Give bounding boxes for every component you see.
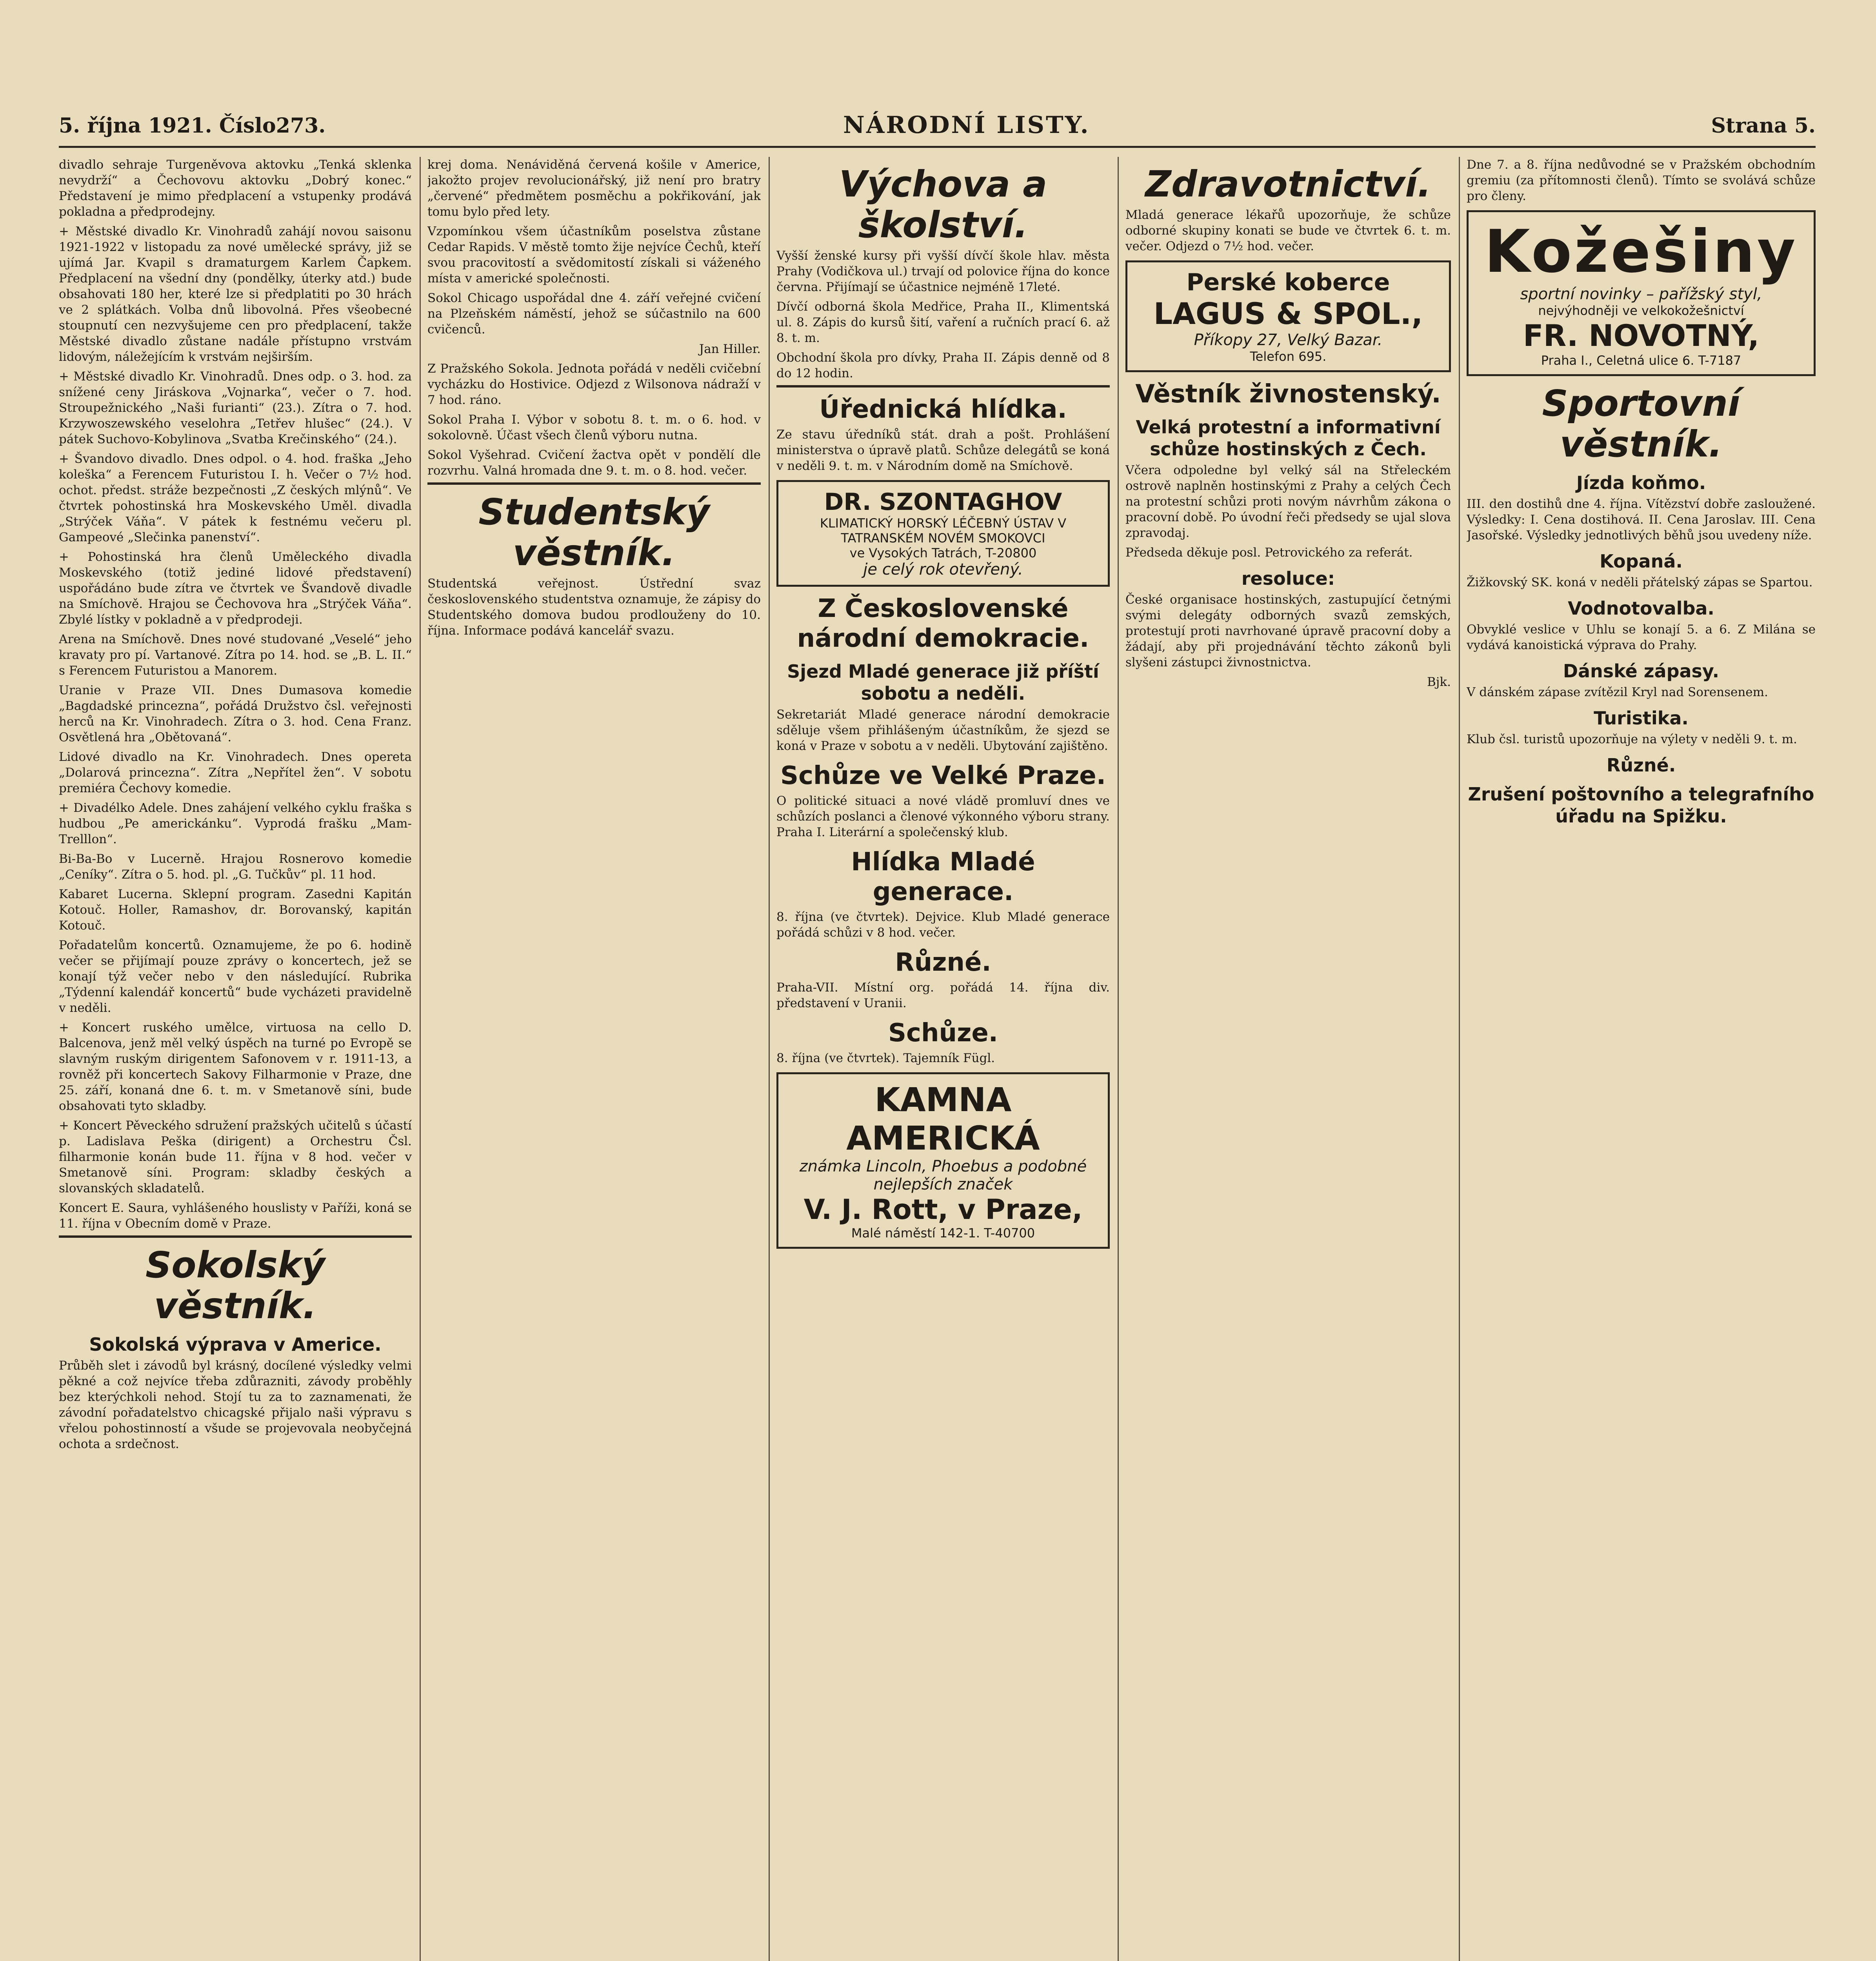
article-paragraph: Lidové divadlo na Kr. Vinohradech. Dnes opereta „Dolarová princezna“. Zítra „Nepřítel žen“. V sobotu premiéra Čechovy komedie. <box>59 750 412 795</box>
column-5 <box>1467 157 1816 1961</box>
article-paragraph: O politické situaci a nové vládě promluví dnes ve schůzích poslanci a členové výkonného výboru strany. Praha I. Literární a společenský klub. <box>776 794 1110 839</box>
article-paragraph: Pořadatelům koncertů. Oznamujeme, že po 6. hodině večer se přijímají pouze zprávy o koncertech, jež se konají týž večer nebo v den následující. Rubrika „Týdenní kalendář koncertů“ bude vycházeti pravidelně v neděli. <box>59 938 412 1015</box>
ad-line: sportní novinky – pařížský styl, <box>1520 285 1762 303</box>
page-number: Strana 5. <box>1711 114 1816 138</box>
article-paragraph: 8. října (ve čtvrtek). Tajemník Fügl. <box>776 1051 995 1065</box>
article-paragraph: Průběh slet i závodů byl krásný, docílené výsledky velmi pěkné a což nejvíce třeba zdůrazniti, závody proběhly bez kterýchkoli nehod. Stojí tu za to zaznamenati, že závodní pořadatelstvo chicagské přijalo naši výpravu s vřelou pohostinností a všude se projevovala neobyčejná ochota a srdečnost. <box>59 1359 412 1451</box>
advertisement-kamna <box>776 1072 1110 1249</box>
section-heading: Výchova a školství. <box>839 163 1047 246</box>
ad-line: známka Lincoln, Phoebus a podobné nejlepších značek <box>799 1157 1087 1193</box>
article-paragraph: 8. října (ve čtvrtek). Dejvice. Klub Mladé generace pořádá schůzi v 8 hod. večer. <box>776 910 1110 940</box>
ad-line: je celý rok otevřený. <box>863 560 1023 578</box>
article-paragraph: Předseda děkuje posl. Petrovického za referát. <box>1125 546 1413 560</box>
article-heading: Kopaná. <box>1600 551 1683 572</box>
article-paragraph: III. den dostihů dne 4. října. Vítězství dobře zasloužené. Výsledky: I. Cena dostihová. II. Cena Jaroslav. III. Cena Jasořské. Výsledky jednotlivých běhů jsou uvedeny níže. <box>1467 497 1816 542</box>
article-paragraph: Kabaret Lucerna. Sklepní program. Zasedni Kapitán Kotouč. Holler, Ramashov, dr. Borovanský, kapitán Kotouč. <box>59 887 412 933</box>
article-heading: Různé. <box>1606 755 1676 776</box>
article-paragraph: Klub čsl. turistů upozorňuje na výlety v neděli 9. t. m. <box>1467 732 1797 746</box>
article-paragraph: + Pohostinská hra členů Uměleckého divadla Moskevského (totiž jediné lidové představení) uspořádáno bude zítra ve čtvrtek ve Švandově divadle na Smíchově. Hrajou se Čechovova hra „Strýček Váňa“. Zbylé lístky v pokladně a v předprodeji. <box>59 550 412 627</box>
ad-line: Praha I., Celetná ulice 6. T-7187 <box>1541 353 1741 368</box>
advertisement-kozesiny <box>1467 210 1816 376</box>
header-rule <box>59 146 1816 148</box>
article-paragraph: V dánském zápase zvítězil Kryl nad Sorensenem. <box>1467 685 1768 699</box>
article-heading: Vodnotovalba. <box>1568 598 1714 619</box>
article-heading: Sokolská výprava v Americe. <box>89 1334 382 1355</box>
article-paragraph: Sokol Praha I. Výbor v sobotu 8. t. m. o 6. hod. v sokolovně. Účast všech členů výboru nutna. <box>427 413 761 442</box>
article-heading: Jízda koňmo. <box>1576 472 1706 493</box>
section-rule <box>427 482 761 485</box>
article-heading: resoluce: <box>1241 568 1335 589</box>
article-heading: Sjezd Mladé generace již příští sobotu a neděli. <box>787 661 1099 704</box>
article-paragraph: Z Pražského Sokola. Jednota pořádá v neděli cvičební vycházku do Hostivice. Odjezd z Wilsonova nádraží v 7 hod. ráno. <box>427 362 761 407</box>
article-heading: Zrušení poštovního a telegrafního úřadu na Spižku. <box>1468 784 1814 827</box>
column-1 <box>59 157 412 1961</box>
article-heading: Dánské zápasy. <box>1563 660 1720 682</box>
section-heading: Sokolský věstník. <box>145 1244 325 1327</box>
column-divider <box>769 157 770 1961</box>
article-paragraph: + Švandovo divadlo. Dnes odpol. o 4. hod. fraška „Jeho koleška“ a Ferencem Futuristou I. h. Večer o 7½ hod. ochot. předst. stráže bezpečnosti „Z českých mlýnů“. Ve čtvrtek pohostinská hra Moskevského Uměl. divadla „Strýček Váňa“. V pátek k festnému večeru pl. Gampeové „Slečinka panenství“. <box>59 452 412 544</box>
ad-title: KAMNA AMERICKÁ <box>846 1081 1040 1157</box>
section-heading: Různé. <box>895 948 991 977</box>
section-heading: Sportovní věstník. <box>1542 382 1740 465</box>
article-paragraph: Bi-Ba-Bo v Lucerně. Hrajou Rosnerovo komedie „Ceníky“. Zítra o 5. hod. pl. „G. Tučkův“ pl. 11 hod. <box>59 852 412 882</box>
section-heading: Úřednická hlídka. <box>819 395 1067 424</box>
ad-title: Perské koberce <box>1186 269 1390 296</box>
article-heading: Turistika. <box>1594 708 1689 729</box>
article-paragraph: Mladá generace lékařů upozorňuje, že schůze odborné skupiny konati se bude ve čtvrtek 6. t. m. večer. Odjezd o 7½ hod. večer. <box>1125 208 1451 253</box>
column-4 <box>1125 157 1451 1961</box>
section-rule <box>776 385 1110 387</box>
advertisement-lagus <box>1125 260 1451 372</box>
column-2 <box>427 157 761 1961</box>
article-paragraph: + Koncert Pěveckého sdružení pražských učitelů s účastí p. Ladislava Peška (dirigent) a Orchestru Čsl. filharmonie konán bude 11. října v 8 hod. večer v Smetanově síni. Program: skladby českých a slovanských skladatelů. <box>59 1119 412 1195</box>
ad-line: ve Vysokých Tatrách, T-20800 <box>849 546 1037 560</box>
column-divider <box>1459 157 1460 1961</box>
article-paragraph: Vzpomínkou všem účastníkům poselstva zůstane Cedar Rapids. V městě tomto žije nejvíce Čechů, kteří svou pracovitostí a svědomitostí získali si váženého místa v americké společnosti. <box>427 224 761 286</box>
column-divider <box>420 157 421 1961</box>
author-signature: Jan Hiller. <box>699 342 761 356</box>
article-paragraph: Včera odpoledne byl velký sál na Střeleckém ostrově naplněn hostinskými z Prahy a celých Čech na protestní schůzi proti novým návrhům zákona o pracovní době. Po úvodní řeči předsedy se ujal slova zpravodaj. <box>1125 463 1451 540</box>
author-signature: Bjk. <box>1427 675 1451 689</box>
article-heading: Velká protestní a informativní schůze hostinských z Čech. <box>1136 417 1441 460</box>
advertisement-szontagh <box>776 480 1110 587</box>
newspaper-title: NÁRODNÍ LISTY. <box>843 111 1090 139</box>
article-paragraph: + Městské divadlo Kr. Vinohradů. Dnes odp. o 3. hod. za snížené ceny Jiráskova „Vojnarka“, večer o 7. hod. Stroupežnického „Naši furianti“ (23.). Zítra o 7. hod. Krzywoszewského veselohra „Tetřev hlušec“ (24.). V pátek Suchovo-Kobylinova „Svatba Krečinského“ (24.). <box>59 369 412 446</box>
article-paragraph: Sokol Chicago uspořádal dne 4. září veřejné cvičení na Plzeňském náměstí, jehož se súčastnilo na 600 cvičenců. <box>427 291 761 337</box>
section-heading: Schůze. <box>888 1019 998 1048</box>
section-heading: Studentský věstník. <box>478 491 710 574</box>
article-paragraph: + Koncert ruského umělce, virtuosa na cello D. Balcenova, jenž měl velký úspěch na turné po Evropě se slavným ruským dirigentem Safonovem v r. 1911-13, a rovněž při koncertech Sakovy Filharmonie v Praze, dne 25. září, konaná dne 6. t. m. v Smetanově síni, bude obsahovati tyto skladby. <box>59 1021 412 1113</box>
section-heading: Věstník živnostenský. <box>1135 380 1441 409</box>
article-paragraph: Sekretariát Mladé generace národní demokracie sděluje všem přihlášeným účastníkům, že sjezd se koná v Praze v sobotu a v neděli. Ubytování zajištěno. <box>776 708 1110 753</box>
article-paragraph: krej doma. Nenáviděná červená košile v Americe, jakožto projev revolucionářský, již není pro bratry „červené“ předmětem posměchu a pokřikování, jak tomu bylo před lety. <box>427 158 761 219</box>
section-rule <box>59 1235 412 1238</box>
article-paragraph: Vyšší ženské kursy při vyšší dívčí škole hlav. města Prahy (Vodičkova ul.) trvají od polovice října do konce června. Přijímají se účastnice nejméně 17leté. <box>776 249 1110 294</box>
article-paragraph: + Městské divadlo Kr. Vinohradů zahájí novou saisonu 1921-1922 v listopadu za nové umělecké správy, již se ujímá Jar. Kvapil s dramaturgem Karlem Čapkem. Předplacení na všední dny (pondělky, úterky atd.) bude obsahovati 180 her, které lze si předplatiti po 30 hrách ve 2 splátkách. Volba dnů libovolná. Přes všeobecné stoupnutí cen nezvyšujeme cen pro předplacení, takže Městské divadlo zůstane nadále přístupno vrstvám lidovým, náležejícím k vrstvám nejširším. <box>59 224 412 364</box>
column-divider <box>1118 157 1119 1961</box>
article-paragraph: Žižkovský SK. koná v neděli přátelský zápas se Spartou. <box>1467 575 1813 589</box>
article-paragraph: Sokol Vyšehrad. Cvičení žactva opět v pondělí dle rozvrhu. Valná hromada dne 9. t. m. o 8. hod. večer. <box>427 448 761 478</box>
section-heading: Z Československé národní demokracie. <box>797 594 1089 653</box>
ad-line: V. J. Rott, v Praze, <box>803 1193 1083 1226</box>
ad-line: nejvýhodněji ve velkokožešnictví <box>1538 303 1744 318</box>
article-paragraph: Obvyklé veslice v Uhlu se konají 5. a 6. Z Milána se vydává kanoistická výprava do Prahy. <box>1467 622 1816 652</box>
article-paragraph: Uranie v Praze VII. Dnes Dumasova komedie „Bagdadské princezna“, pořádá Družstvo čsl. veřejnosti herců na Kr. Vinohradech. Zítra o 3. hod. Cena Franz. Osvětlená hra „Obětovaná“. <box>59 683 412 744</box>
ad-title: Kožešiny <box>1484 218 1798 286</box>
article-paragraph: Studentská veřejnost. Ústřední svaz československého studentstva oznamuje, že zápisy do Studentského domova budou prodlouženy do 10. října. Informace podává kancelář svazu. <box>427 577 761 638</box>
section-heading: Hlídka Mladé generace. <box>851 848 1035 906</box>
article-paragraph: České organisace hostinských, zastupující četnými svými delegáty odborných svazů zemských, protestují proti navrhované úpravě pracovní doby a žádají, aby při projednávání těchto zákonů byli slyšeni zástupci živnostnictva. <box>1125 593 1451 669</box>
article-paragraph: Praha-VII. Místní org. pořádá 14. října div. představení v Uranii. <box>776 980 1110 1010</box>
section-heading: Zdravotnictví. <box>1145 163 1431 205</box>
article-paragraph: Koncert E. Saura, vyhlášeného houslisty v Paříži, koná se 11. října v Obecním domě v Praze. <box>59 1201 412 1231</box>
ad-line: Telefon 695. <box>1250 349 1327 364</box>
masthead <box>59 111 1816 145</box>
article-paragraph: + Divadélko Adele. Dnes zahájení velkého cyklu fraška s hudbou „Pe americkánku“. Vyprodá frašku „Mam-Trelllon“. <box>59 801 412 846</box>
article-paragraph: Dne 7. a 8. října nedůvodné se v Pražském obchodním gremiu (za přítomnosti členů). Tímto se svolává schůze pro členy. <box>1467 158 1816 203</box>
article-paragraph: Obchodní škola pro dívky, Praha II. Zápis denně od 8 do 12 hodin. <box>776 351 1110 380</box>
ad-line: LAGUS & SPOL., <box>1153 296 1423 331</box>
article-paragraph: Dívčí odborná škola Medřice, Praha II., Klimentská ul. 8. Zápis do kursů šití, vaření a ručních prací 6. až 8. t. m. <box>776 300 1110 345</box>
article-paragraph: divadlo sehraje Turgeněvova aktovku „Tenká sklenka nevydrží“ a Čechovovu aktovku „Dobrý konec.“ Představení je mimo předplacení a vstupenky prodává pokladna a předprodejny. <box>59 158 412 219</box>
issue-date: 5. října 1921. Číslo273. <box>59 114 326 138</box>
section-heading: Schůze ve Velké Praze. <box>780 761 1106 790</box>
ad-title: DR. SZONTAGHOV <box>824 488 1062 516</box>
ad-line: FR. NOVOTNÝ, <box>1523 318 1760 353</box>
ad-line: Příkopy 27, Velký Bazar. <box>1194 331 1383 349</box>
ad-line: KLIMATICKÝ HORSKÝ LÉČEBNÝ ÚSTAV V TATRANSKÉM NOVÉM SMOKOVCI <box>820 516 1067 546</box>
ad-line: Malé náměstí 142-1. T-40700 <box>851 1226 1035 1241</box>
article-paragraph: Ze stavu úředníků stát. drah a pošt. Prohlášení ministerstva o úpravě platů. Schůze delegátů se koná v neděli 9. t. m. v Národním domě na Smíchově. <box>776 427 1110 473</box>
column-3 <box>776 157 1110 1961</box>
article-paragraph: Arena na Smíchově. Dnes nové studované „Veselé“ jeho kravaty pro pí. Vartanové. Zítra po 14. hod. se „B. L. II.“ s Ferencem Futuristou a Manorem. <box>59 632 412 678</box>
